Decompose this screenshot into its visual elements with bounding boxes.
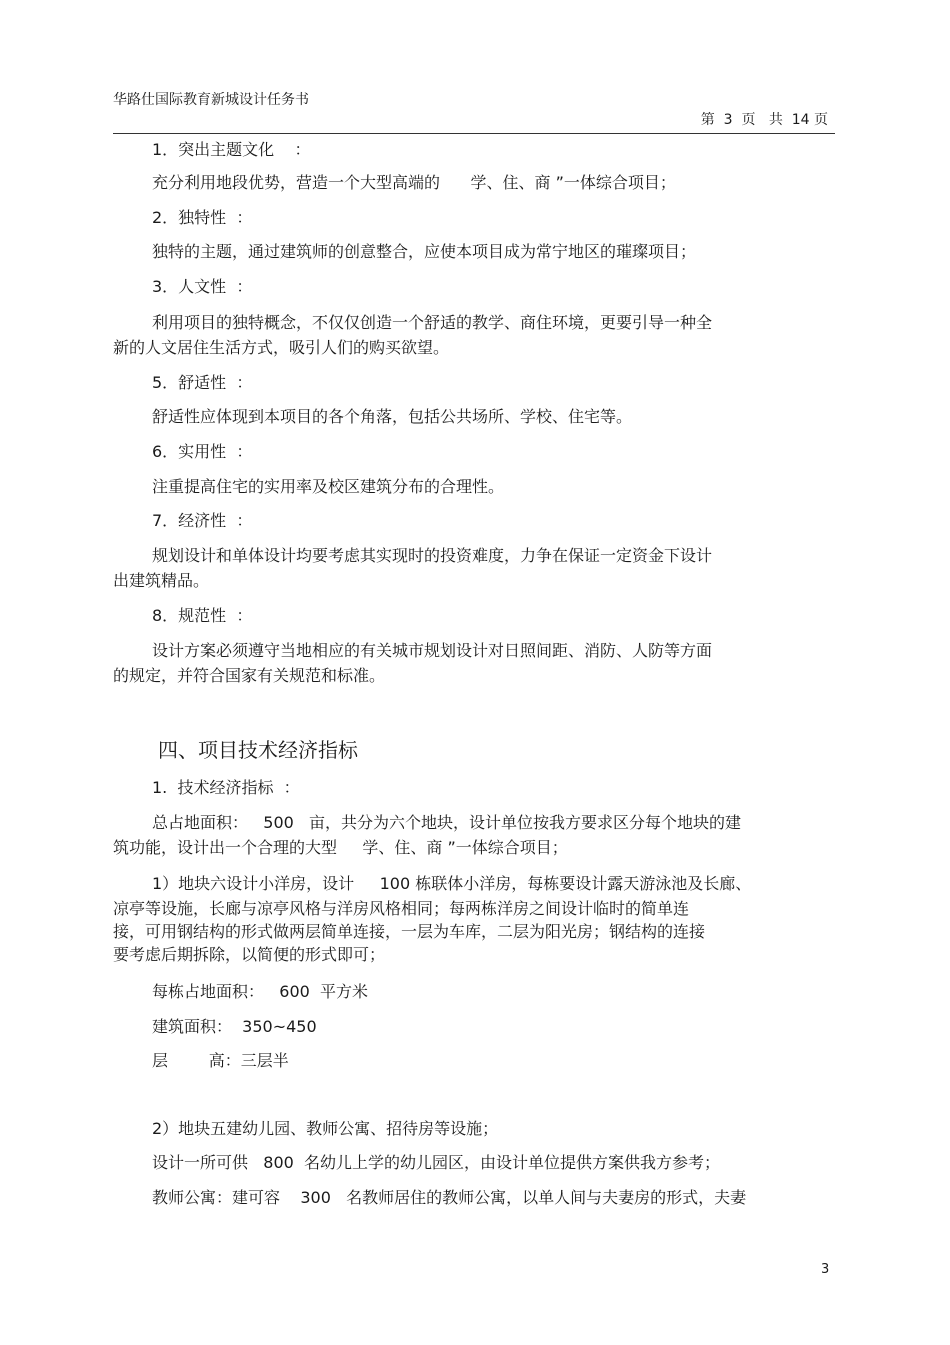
paragraph-line: 设计一所可供 800 名幼儿上学的幼儿园区，由设计单位提供方案供我方参考；	[152, 1153, 720, 1172]
paragraph-line: 独特的主题，通过建筑师的创意整合，应使本项目成为常宁地区的璀璨项目；	[152, 242, 697, 261]
paragraph-line: 规划设计和单体设计均要考虑其实现时的投资难度，力争在保证一定资金下设计	[152, 546, 713, 565]
paragraph-line: 凉亭等设施，长廊与凉亭风格与洋房风格相同；每两栋洋房之间设计临时的简单连	[113, 899, 690, 918]
paragraph-line: 教师公寓：建可容 300 名教师居住的教师公寓，以单人间与夫妻房的形式，夫妻	[152, 1188, 747, 1207]
paragraph-line: 舒适性应体现到本项目的各个角落，包括公共场所、学校、住宅等。	[152, 407, 633, 426]
paragraph-line: 接，可用钢结构的形式做两层简单连接，一层为车库，二层为阳光房；钢结构的连接	[113, 922, 706, 941]
paragraph-line: 新的人文居住生活方式，吸引人们的购买欲望。	[113, 338, 450, 357]
header-divider	[113, 133, 835, 134]
spec-line: 每栋占地面积： 600 平方米	[152, 982, 368, 1001]
footer-page-number: 3	[821, 1262, 830, 1277]
paragraph-line: 利用项目的独特概念，不仅仅创造一个舒适的教学、商住环境，更要引导一种全	[152, 313, 713, 332]
item-heading-2: 2．独特性 ：	[152, 208, 253, 227]
paragraph-line: 要考虑后期拆除，以简便的形式即可；	[113, 945, 386, 964]
paragraph-line: 总占地面积： 500 亩，共分为六个地块，设计单位按我方要求区分每个地块的建	[152, 813, 742, 832]
paragraph-line: 设计方案必须遵守当地相应的有关城市规划设计对日照间距、消防、人防等方面	[152, 641, 713, 660]
item-heading-6: 6．实用性 ：	[152, 442, 253, 461]
item-heading-1: 1．突出主题文化 ：	[152, 140, 311, 159]
paragraph-line: 2）地块五建幼儿园、教师公寓、招待房等设施；	[152, 1119, 499, 1138]
item-heading-5: 5．舒适性 ：	[152, 373, 253, 392]
paragraph-line: 出建筑精品。	[113, 571, 210, 590]
subsection-heading: 1. 技术经济指标 ：	[152, 778, 300, 797]
spec-line: 建筑面积： 350~450	[152, 1017, 317, 1036]
paragraph-line: 充分利用地段优势，营造一个大型高端的 学、住、商 ”一体综合项目；	[152, 173, 676, 192]
item-heading-8: 8．规范性 ：	[152, 606, 253, 625]
paragraph-line: 的规定，并符合国家有关规范和标准。	[113, 666, 386, 685]
item-heading-3: 3．人文性 ：	[152, 277, 253, 296]
header-title: 华路仕国际教育新城设计任务书	[113, 92, 309, 108]
item-heading-7: 7．经济性 ：	[152, 511, 253, 530]
paragraph-line: 注重提高住宅的实用率及校区建筑分布的合理性。	[152, 477, 505, 496]
paragraph-line: 筑功能，设计出一个合理的大型 学、住、商 ”一体综合项目；	[113, 838, 568, 857]
section-heading: 四、项目技术经济指标	[158, 738, 358, 762]
header-page-info: 第 3 页 共 14 页	[700, 112, 828, 128]
spec-line: 层 高：三层半	[152, 1051, 289, 1070]
paragraph-line: 1）地块六设计小洋房，设计 100 栋联体小洋房，每栋要设计露天游泳池及长廊、	[152, 874, 752, 893]
